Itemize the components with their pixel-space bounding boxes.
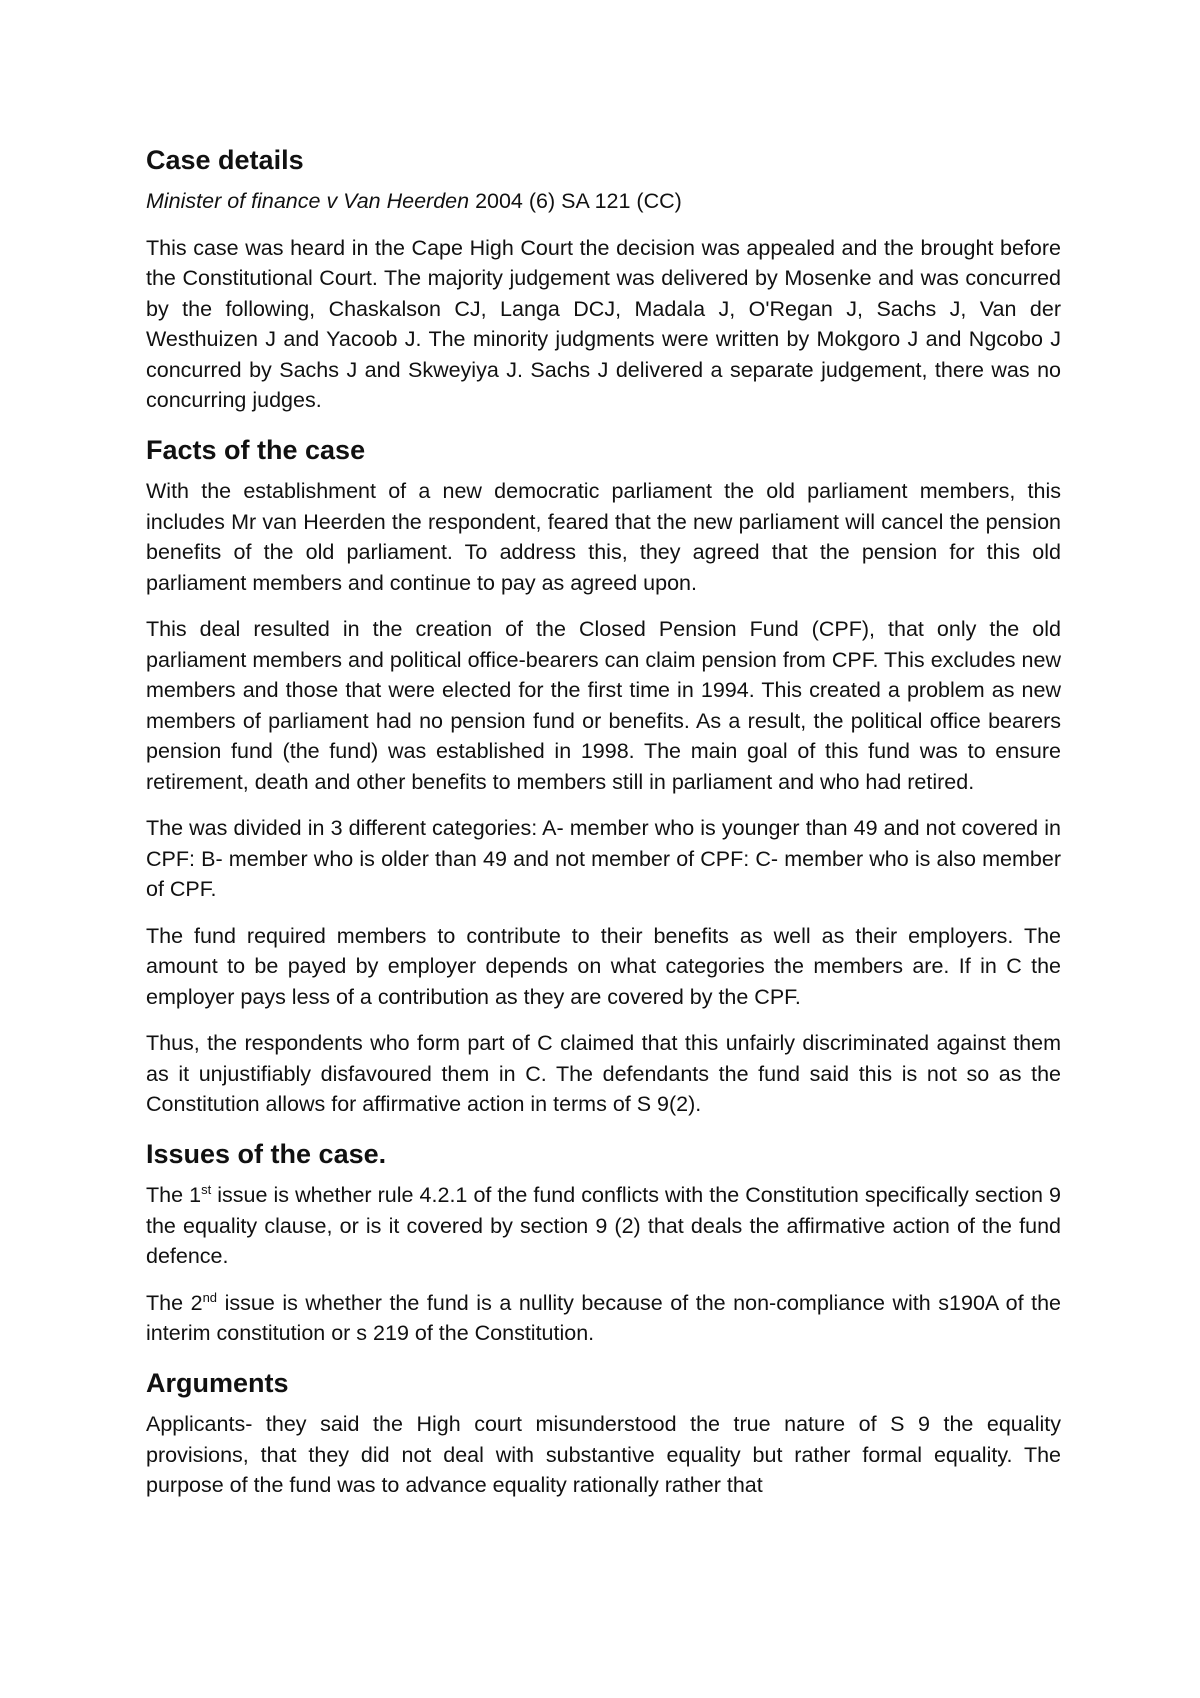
section-facts bbox=[146, 434, 1061, 1120]
section-arguments bbox=[146, 1367, 1061, 1501]
case-citation bbox=[146, 186, 1061, 217]
issue-2-ordinal: nd bbox=[202, 1289, 218, 1305]
heading-facts: Facts of the case bbox=[146, 434, 366, 465]
issue-1-ordinal: st bbox=[201, 1182, 212, 1198]
facts-paragraph-2: This deal resulted in the creation of the Closed Pension Fund (CPF), that only the old parliament members and political office-bearers can claim pension from CPF. This excludes new members and those that were elected for the first time in 1994. This created a problem as new members of parliament had no pension fund or benefits. As a result, the political office bearers pension fund (the fund) was established in 1998. The main goal of this fund was to ensure retirement, death and other benefits to members still in parliament and who had retired. bbox=[146, 617, 1061, 794]
citation-ref: 2004 (6) SA 121 (CC) bbox=[475, 189, 682, 214]
heading-arguments: Arguments bbox=[146, 1367, 289, 1398]
heading-issues: Issues of the case. bbox=[146, 1138, 387, 1169]
citation-name: Minister of finance v Van Heerden bbox=[146, 189, 470, 214]
section-case-details bbox=[146, 144, 1061, 416]
issue-1-text: issue is whether rule 4.2.1 of the fund conflicts with the Constitution specifically section 9 the equality clause, or is it covered by section 9 (2) that deals the affirmative action of the fund defence. bbox=[146, 1183, 1062, 1269]
facts-paragraph-5: Thus, the respondents who form part of C claimed that this unfairly discriminated against them as it unjustifiably disfavoured them in C. The defendants the fund said this is not so as the Constitution allows for affirmative action in terms of S 9(2). bbox=[146, 1031, 1061, 1117]
facts-paragraph-3: The was divided in 3 different categories: A- member who is younger than 49 and not covered in CPF: B- member who is older than 49 and not member of CPF: C- member who is also member of CPF. bbox=[146, 816, 1061, 902]
facts-paragraph-1: With the establishment of a new democratic parliament the old parliament members, this includes Mr van Heerden the respondent, feared that the new parliament will cancel the pension benefits of the old parliament. To address this, they agreed that the pension for this old parliament members and continue to pay as agreed upon. bbox=[146, 479, 1061, 595]
issue-2-text: issue is whether the fund is a nullity because of the non-compliance with s190A of the interim constitution or s 219 of the Constitution. bbox=[146, 1290, 1061, 1346]
section-issues bbox=[146, 1138, 1061, 1349]
issue-1-prefix: The 1 bbox=[146, 1183, 202, 1208]
issue-1-paragraph bbox=[146, 1180, 1061, 1272]
heading-case-details: Case details bbox=[146, 145, 304, 175]
arguments-paragraph: Applicants- they said the High court misunderstood the true nature of S 9 the equality provisions, that they did not deal with substantive equality but rather formal equality. The purpose of the fund was to advance equality rationally rather that bbox=[146, 1412, 1061, 1498]
issue-2-prefix: The 2 bbox=[146, 1290, 203, 1315]
case-details-paragraph: This case was heard in the Cape High Court the decision was appealed and the brought before the Constitutional Court. The majority judgement was delivered by Mosenke and was concurred by the following, Chaskalson CJ, Langa DCJ, Madala J, O'Regan J, Sachs J, Van der Westhuizen J and Yacoob J. The minority judgments were written by Mokgoro J and Ngcobo J concurred by Sachs J and Skweyiya J. Sachs J delivered a separate judgement, there was no concurring judges. bbox=[146, 235, 1061, 413]
facts-paragraph-4: The fund required members to contribute to their benefits as well as their employers. The amount to be payed by employer depends on what categories the members are. If in C the employer pays less of a contribution as they are covered by the CPF. bbox=[146, 923, 1061, 1009]
document-page bbox=[146, 138, 1061, 1501]
issue-2-paragraph bbox=[146, 1288, 1061, 1349]
